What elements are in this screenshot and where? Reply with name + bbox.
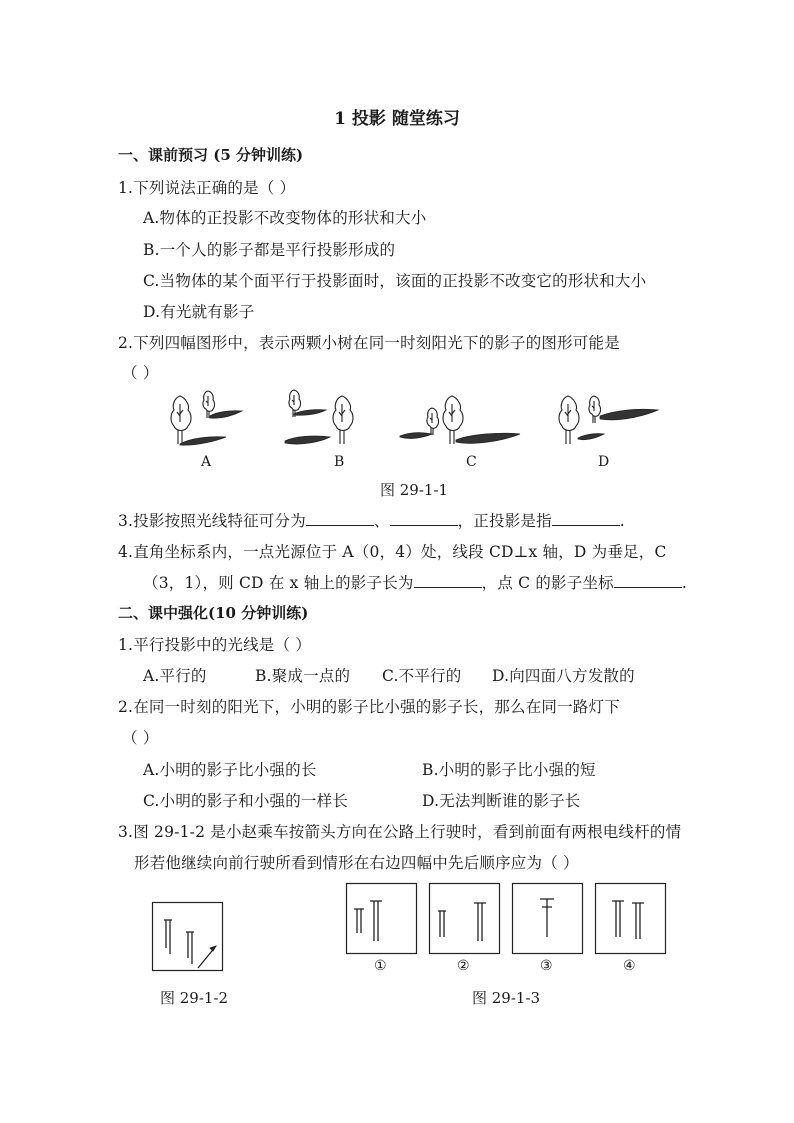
figure-29-1-3-caption: 图 29-1-3 [472,989,541,1007]
figure-option-d [559,396,658,444]
s2-q1-option-c: C.不平行的 [382,667,462,685]
fig-label-c: C [466,454,477,470]
s2-q1-option-d: D.向四面八方发散的 [492,667,635,685]
figure-29-1-3-panel-2 [430,884,500,954]
figure-29-1-2 [152,902,224,972]
s1-q3-text-3: ，正投影是指 [457,512,552,530]
s2-q2-option-d: D.无法判断谁的影子长 [422,792,581,810]
s1-q4-line-2 [143,571,687,593]
s2-q3-line-1: 3.图 29-1-2 是小赵乘车按箭头方向在公路上行驶时，看到前面有两根电线杆的情 [118,823,682,841]
s2-q2-option-a: A.小明的影子比小强的长 [143,761,317,779]
figure-option-b [285,390,353,444]
s1-q2-paren: （ ） [122,364,159,382]
page-title: 1 投影 随堂练习 [334,109,460,129]
s2-q2-paren: （ ） [122,729,159,747]
s1-q4-blank-1[interactable] [414,573,482,588]
fig-label-d: D [598,454,610,470]
s2-q1-option-a: A.平行的 [143,667,207,685]
s2-q2-stem: 2.在同一时刻的阳光下，小明的影子比小强的影子长，那么在同一路灯下 [118,698,620,716]
figure-29-1-1 [160,388,660,458]
s1-q4-text-4: . [681,574,687,592]
figure-option-c [400,396,520,444]
s1-q1-option-a: A.物体的正投影不改变物体的形状和大小 [143,209,427,227]
fig-label-a: A [201,454,212,470]
fig-label-b: B [334,454,345,470]
s1-q4-text-2: （3，1），则 CD 在 x 轴上的影子长为 [143,574,414,592]
figure-29-1-3-panel-4 [596,884,666,954]
s1-q1-option-b: B.一个人的影子都是平行投影形成的 [143,241,396,259]
panel-label-4: ④ [623,958,636,974]
figure-option-a [171,391,242,445]
s2-q3-line-2: 形若他继续向前行驶所看到情形在右边四幅中先后顺序应为（ ） [134,854,579,872]
s1-q3-blank-1[interactable] [306,511,374,526]
figure-29-1-2-caption: 图 29-1-2 [160,989,229,1007]
s2-q1-option-b: B.聚成一点的 [255,667,351,685]
figure-29-1-3-panel-3 [513,884,583,954]
s1-q3-blank-2[interactable] [390,511,458,526]
panel-label-2: ② [457,958,470,974]
s1-q4-text-3: ，点 C 的影子坐标 [481,574,614,592]
panel-label-1: ① [374,958,387,974]
figure-29-1-3 [346,883,666,955]
s1-q3-text-2: 、 [373,512,390,530]
s1-q1-option-c: C.当物体的某个面平行于投影面时，该面的正投影不改变它的形状和大小 [143,272,647,290]
panel-label-3: ③ [540,958,553,974]
section-1-heading: 一、课前预习 (5 分钟训练) [118,146,304,164]
s1-q1-stem: 1.下列说法正确的是（ ） [118,179,296,197]
s1-q3-text-4: . [619,512,625,530]
s1-q3 [118,509,625,531]
s1-q3-text-1: 3.投影按照光线特征可分为 [118,512,306,530]
s1-q3-blank-3[interactable] [552,511,620,526]
s1-q2-stem: 2.下列四幅图形中，表示两颗小树在同一时刻阳光下的影子的图形可能是 [118,334,620,352]
s1-q1-option-d: D.有光就有影子 [143,303,255,321]
s2-q2-option-c: C.小明的影子和小强的一样长 [143,792,349,810]
figure-29-1-3-panel-1 [347,884,417,954]
section-2-heading: 二、课中强化(10 分钟训练) [118,604,309,622]
s2-q1-stem: 1.平行投影中的光线是（ ） [118,636,312,654]
s1-q4-line-1: 4.直角坐标系内，一点光源位于 A（0，4）处，线段 CD⊥x 轴，D 为垂足，C [118,543,667,561]
figure-29-1-1-caption: 图 29-1-1 [380,481,449,499]
s1-q4-blank-2[interactable] [614,573,682,588]
s2-q2-option-b: B.小明的影子比小强的短 [422,761,596,779]
